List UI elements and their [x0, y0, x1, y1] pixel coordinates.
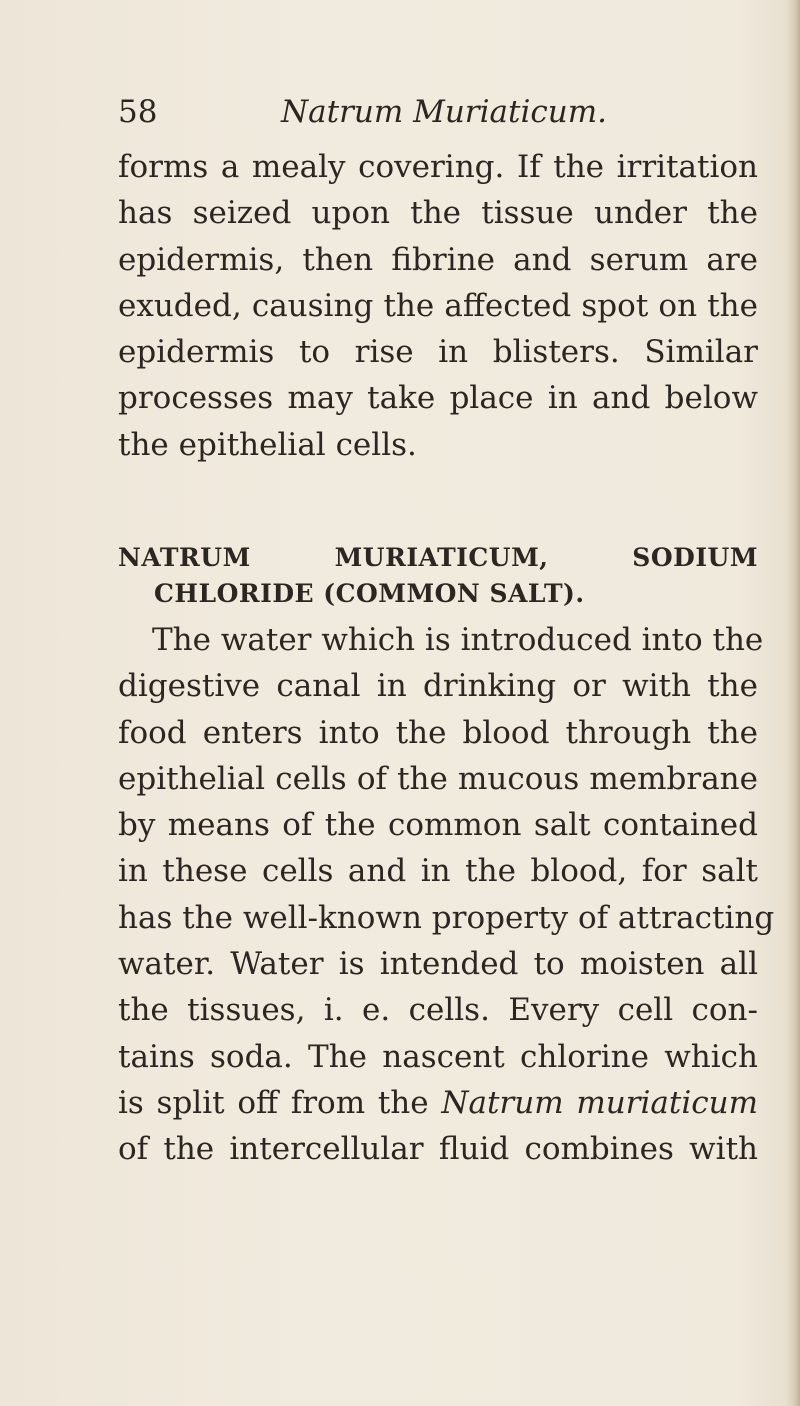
italic-term: Natrum muriaticum [441, 1084, 758, 1121]
paragraph-2 [118, 617, 775, 1173]
text-line: The water which is introduced into the [152, 622, 764, 658]
section-heading-line-1: NATRUM MURIATICUM, SODIUM [118, 543, 758, 572]
text-line: tains soda. The nascent chlorine which [118, 1038, 758, 1075]
text-line: has seized upon the tissue under the [118, 195, 758, 232]
text-line: epithelial cells of the mucous membrane [118, 760, 758, 797]
section-heading [118, 540, 758, 612]
text-line: has the well-known property of attracting [118, 899, 775, 936]
text-line: by means of the common salt contained [118, 807, 758, 844]
text-line: forms a mealy covering. If the irritation [118, 149, 758, 185]
text-line: digestive canal in drinking or with the [118, 668, 758, 705]
running-title: Natrum Muriaticum. [281, 94, 607, 130]
text-run: is split off from the [118, 1084, 442, 1121]
paragraph-1 [118, 144, 758, 468]
page-header [118, 92, 768, 132]
text-line: processes may take place in and below [118, 380, 758, 417]
text-line: food enters into the blood through the [118, 714, 758, 751]
text-line: in these cells and in the blood, for salt [118, 853, 758, 890]
page-number: 58 [118, 94, 158, 130]
section-heading-line-2: CHLORIDE (COMMON SALT). [154, 579, 585, 608]
text-line: water. Water is intended to moisten all [118, 946, 758, 983]
text-line: of the intercellular fluid combines with [118, 1131, 758, 1168]
text-line: the tissues, i. e. cells. Every cell con- [118, 992, 758, 1029]
text-line: exuded, causing the affected spot on the [118, 287, 758, 324]
text-line: epidermis to rise in blisters. Similar [118, 334, 758, 371]
text-line [118, 1080, 758, 1126]
page-edge-shadow [786, 0, 800, 1406]
text-line: epidermis, then fibrine and serum are [118, 241, 758, 278]
text-line: the epithelial cells. [118, 426, 417, 463]
